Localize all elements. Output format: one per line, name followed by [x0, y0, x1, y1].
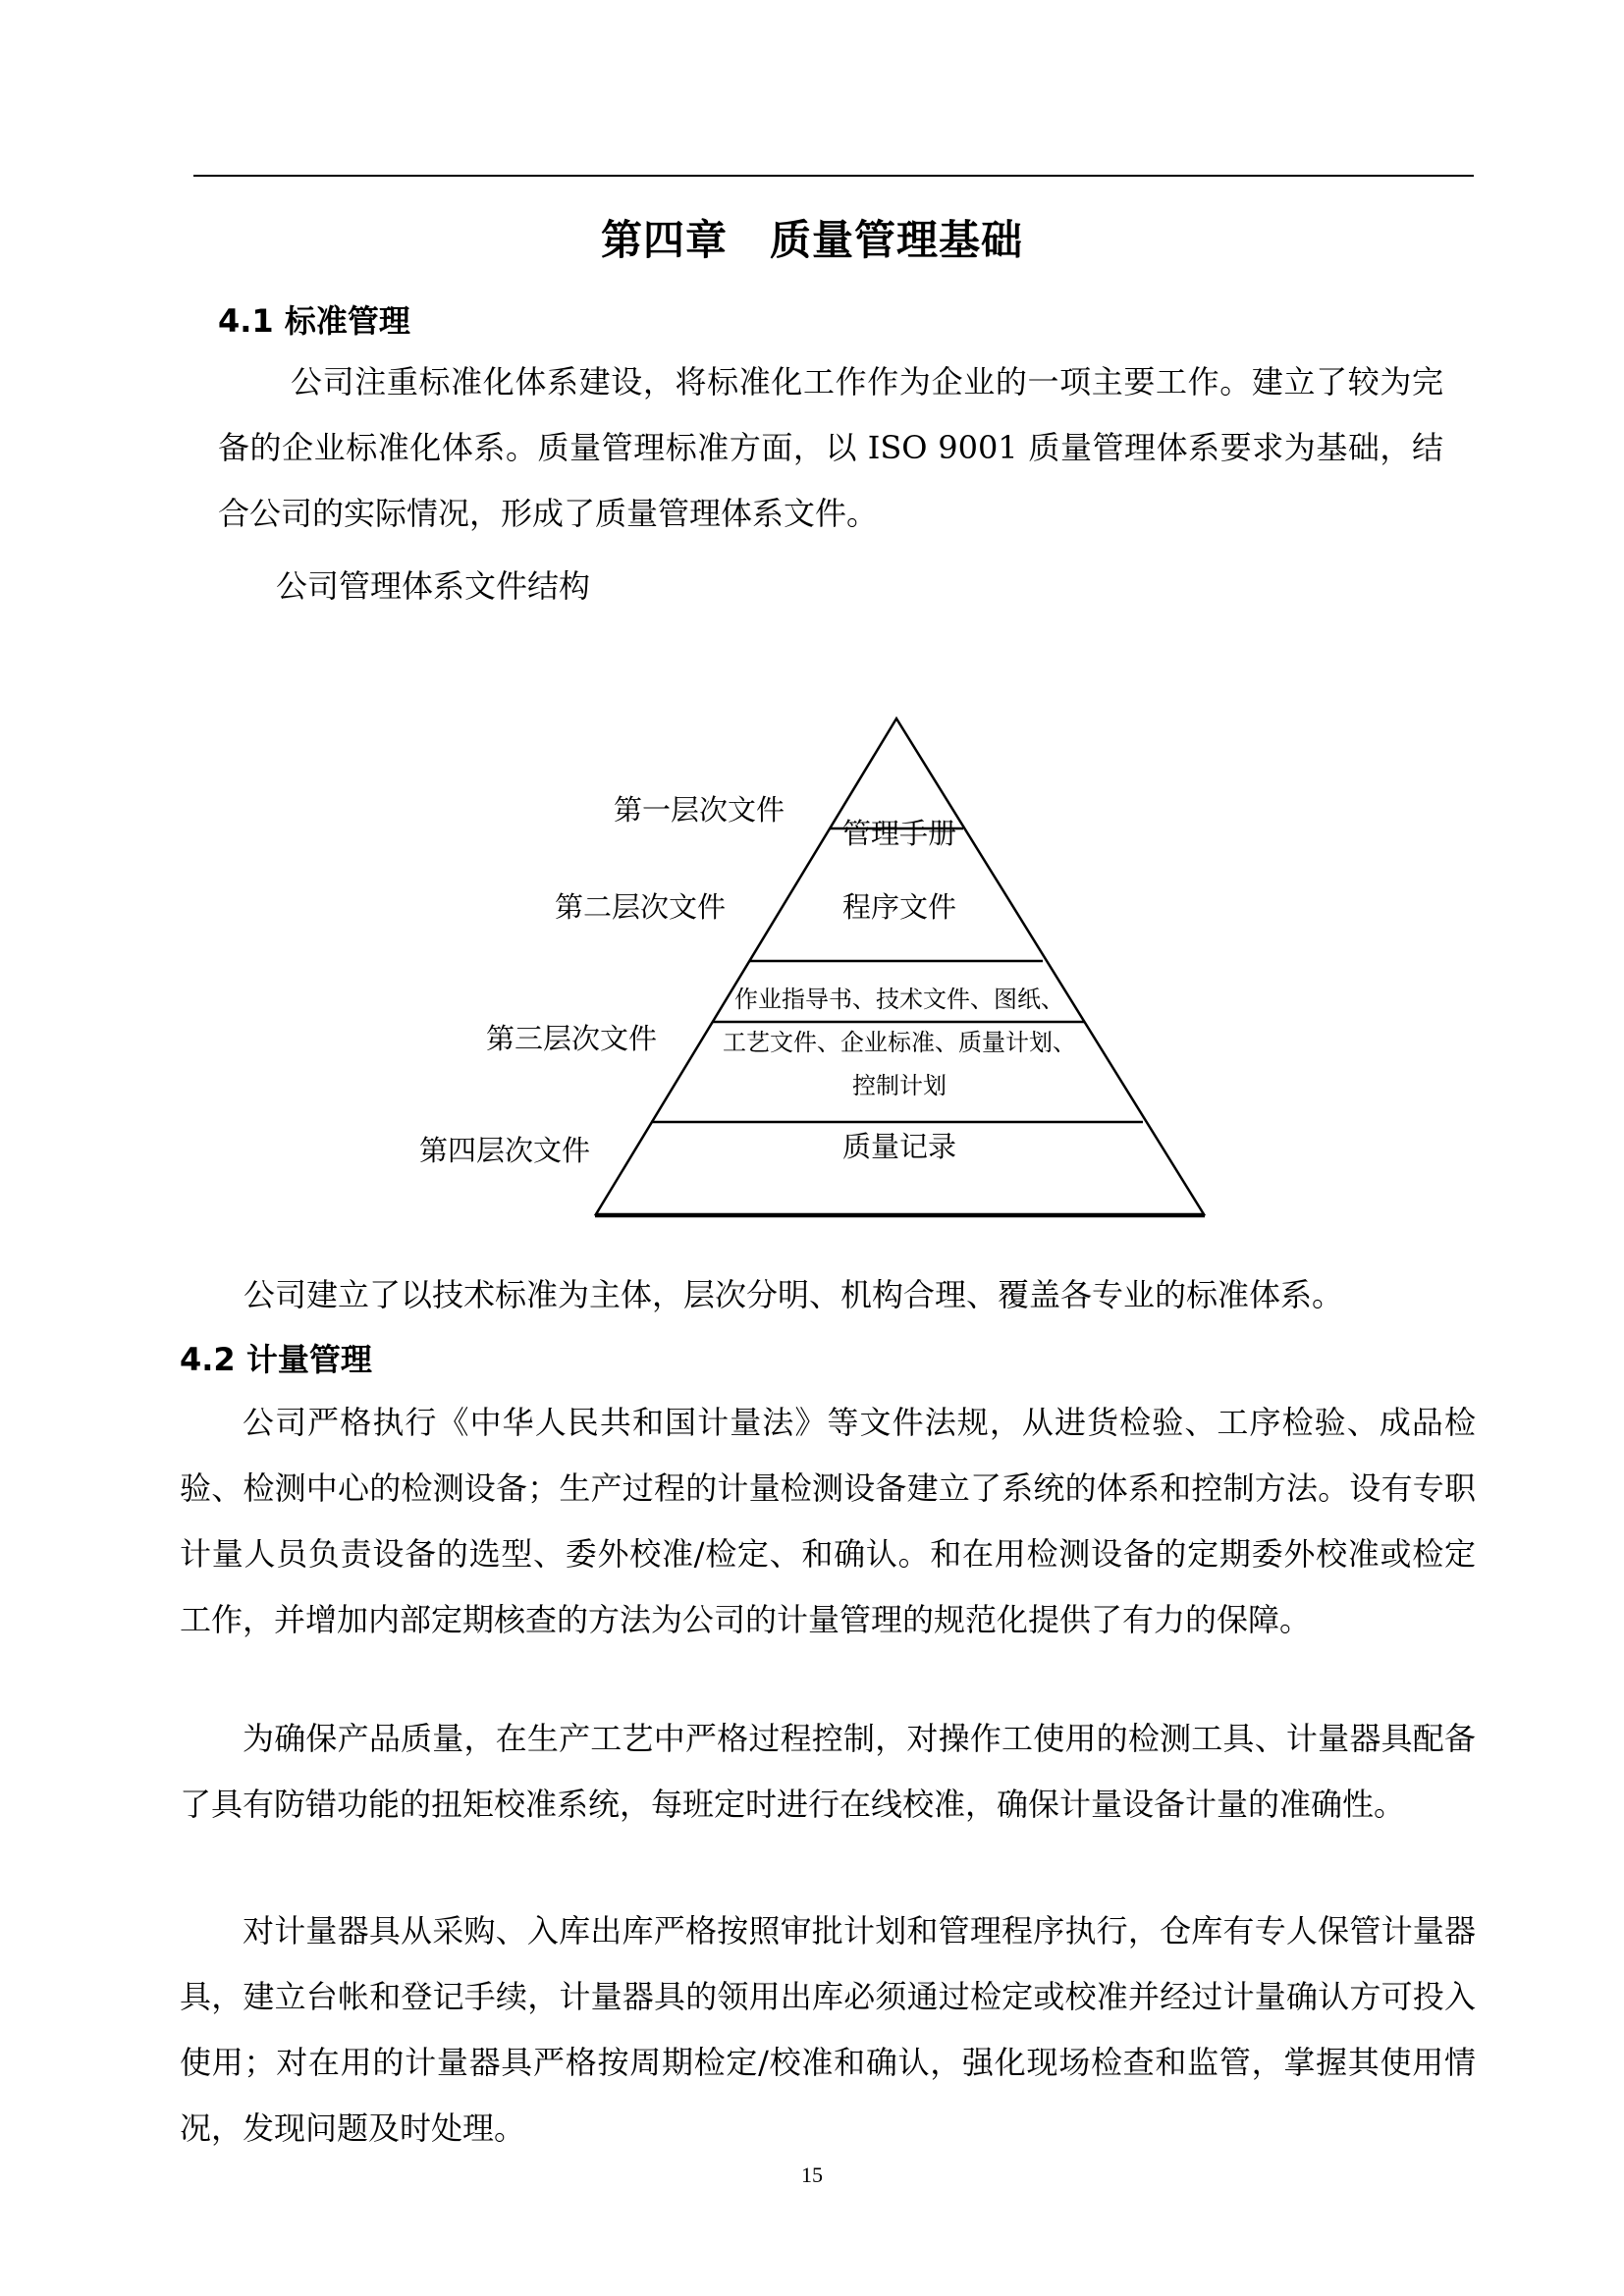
- pyramid-level-label-3: 第三层次文件: [486, 1022, 658, 1055]
- document-structure-pyramid: [0, 707, 1624, 1237]
- pyramid-level-label-1: 第一层次文件: [614, 793, 785, 827]
- paragraph-standard-system: 公司建立了以技术标准为主体，层次分明、机构合理、覆盖各专业的标准体系。: [244, 1276, 1344, 1313]
- pyramid-content-3c: 控制计划: [852, 1072, 947, 1099]
- diagram-caption: 公司管理体系文件结构: [276, 567, 591, 605]
- pyramid-level-label-2: 第二层次文件: [555, 890, 727, 924]
- section-heading-4-1: 4.1 标准管理: [218, 302, 410, 340]
- paragraph-metrology-1: 公司严格执行《中华人民共和国计量法》等文件法规，从进货检验、工序检验、成品检验、检测中心的检测设备；生产过程的计量检测设备建立了系统的体系和控制方法。设有专职计量人员负责设备的选型、委外校准/检定、和确认。和在用检测设备的定期委外校准或检定工作，并增加内部定期核查的方法为公司的计量管理的规范化提供了有力的保障。: [180, 1404, 1476, 1638]
- section-heading-4-2: 4.2 计量管理: [180, 1341, 372, 1378]
- paragraph-standards: 公司注重标准化体系建设，将标准化工作作为企业的一项主要工作。建立了较为完备的企业标准化体系。质量管理标准方面，以 ISO 9001 质量管理体系要求为基础，结合公司的实际情况，形成了质量管理体系文件。: [218, 363, 1443, 532]
- pyramid-content-3b: 工艺文件、企业标准、质量计划、: [723, 1029, 1076, 1056]
- page-number: 15: [801, 2163, 823, 2187]
- paragraph-metrology-3: 对计量器具从采购、入库出库严格按照审批计划和管理程序执行，仓库有专人保管计量器具，建立台帐和登记手续，计量器具的领用出库必须通过检定或校准并经过计量确认方可投入使用；对在用的计量器具严格按周期检定/校准和确认，强化现场检查和监管，掌握其使用情况，发现问题及时处理。: [180, 1912, 1476, 2147]
- pyramid-content-2: 程序文件: [841, 890, 957, 924]
- pyramid-content-3a: 作业指导书、技术文件、图纸、: [734, 986, 1064, 1013]
- pyramid-content-1: 管理手册: [841, 817, 957, 850]
- pyramid-level-label-4: 第四层次文件: [419, 1134, 591, 1167]
- chapter-title: 第四章 质量管理基础: [600, 216, 1023, 264]
- header-rule: [193, 175, 1474, 177]
- pyramid-content-4: 质量记录: [841, 1130, 957, 1163]
- paragraph-metrology-2: 为确保产品质量，在生产工艺中严格过程控制，对操作工使用的检测工具、计量器具配备了具有防错功能的扭矩校准系统，每班定时进行在线校准，确保计量设备计量的准确性。: [180, 1720, 1476, 1823]
